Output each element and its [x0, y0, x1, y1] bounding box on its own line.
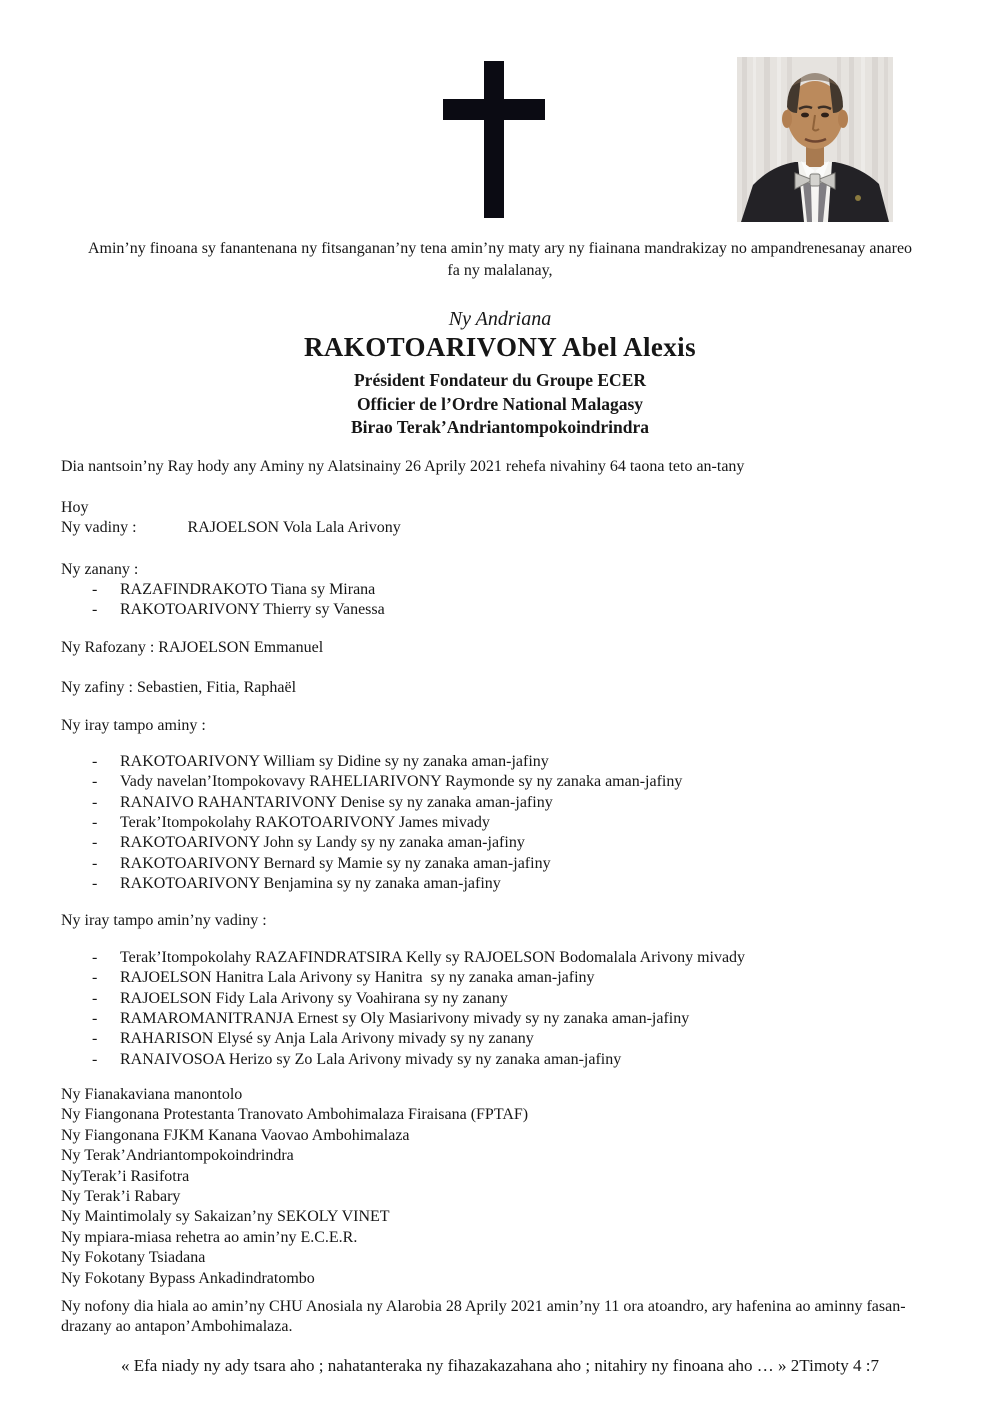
- deceased-titles: [61, 369, 939, 440]
- cross-horizontal-bar: [443, 99, 545, 120]
- group-line: NyTerak’i Rasifotra: [61, 1167, 190, 1185]
- list-item: [61, 580, 939, 600]
- bullet-dash: -: [92, 834, 98, 852]
- spouse-sibling-item: RAJOELSON Fidy Lala Arivony sy Voahirana sy ny zanany: [120, 989, 508, 1007]
- bullet-dash: -: [92, 1030, 98, 1048]
- group-line: Ny Fokotany Tsiadana: [61, 1249, 206, 1267]
- spouse-sibling-item: Terak’Itompokolahy RAZAFINDRATSIRA Kelly sy RAJOELSON Bodomalala Arivony mivady: [120, 948, 746, 966]
- list-item: [61, 1050, 939, 1070]
- siblings-list: [61, 752, 939, 895]
- list-item: [61, 772, 939, 792]
- bullet-dash: -: [92, 1010, 98, 1028]
- bullet-dash: -: [92, 581, 98, 599]
- spouse-block: [61, 498, 939, 539]
- lapel-pin: [855, 195, 861, 201]
- ear-left: [782, 110, 792, 128]
- title-line-2: Officier de l’Ordre National Malagasy: [356, 393, 644, 414]
- death-announcement: Dia nantsoin’ny Ray hody any Aminy ny Alatsinainy 26 Aprily 2021 rehefa nivahiny 64 taona teto an-tany: [61, 457, 745, 475]
- group-line: Ny Fiangonana Protestanta Tranovato Ambohimalaza Firaisana (FPTAF): [61, 1106, 529, 1124]
- spouse-siblings-label: Ny iray tampo amin’ny vadiny :: [61, 911, 267, 929]
- group-line: Ny Maintimolaly sy Sakaizan’ny SEKOLY VINET: [61, 1208, 390, 1226]
- spouse-name: RAJOELSON Vola Lala Arivony: [187, 519, 401, 537]
- burial-paragraph: Ny nofony dia hiala ao amin’ny CHU Anosiala ny Alarobia 28 Aprily 2021 amin’ny 11 ora atoandro, ary hafenina ao aminny fasan-drazany ao antapon’Ambohimalaza.: [61, 1297, 906, 1336]
- eye-right: [821, 113, 829, 118]
- bullet-dash: -: [92, 601, 98, 619]
- children-label: Ny zanany :: [61, 560, 139, 578]
- bullet-dash: -: [92, 989, 98, 1007]
- spouse-sibling-item: RANAIVOSOA Herizo sy Zo Lala Arivony mivady sy ny zanaka aman-jafiny: [120, 1050, 622, 1068]
- announcement-and-family: [61, 457, 939, 1338]
- sibling-item: RANAIVO RAHANTARIVONY Denise sy ny zanaka aman-jafiny: [120, 793, 553, 811]
- child-item: RAKOTOARIVONY Thierry sy Vanessa: [120, 601, 385, 619]
- honorific: Ny Andriana: [448, 308, 552, 330]
- scripture-quote: « Efa niady ny ady tsara aho ; nahatanteraka ny fihazakazahana aho ; nitahiry ny finoana aho … » 2Timoty 4 :7: [121, 1355, 879, 1375]
- group-line: Ny Fiangonana FJKM Kanana Vaovao Ambohimalaza: [61, 1126, 410, 1144]
- list-item: [61, 600, 939, 620]
- list-item: [61, 813, 939, 833]
- sibling-item: RAKOTOARIVONY William sy Didine sy ny zanaka aman-jafiny: [120, 752, 549, 770]
- bullet-dash: -: [92, 773, 98, 791]
- list-item: [61, 948, 939, 968]
- group-line: Ny Terak’Andriantompokoindrindra: [61, 1147, 294, 1165]
- bullet-dash: -: [92, 752, 98, 770]
- intro-text: Amin’ny finoana sy fanantenana ny fitsanganan’ny tena amin’ny maty ary ny fiainana mandrakizay no ampandrenesanay anareo fa ny malalanay,: [87, 240, 913, 279]
- portrait-illustration: [737, 57, 893, 222]
- bullet-dash: -: [92, 875, 98, 893]
- bullet-dash: -: [92, 793, 98, 811]
- hoy-text: Hoy: [61, 498, 89, 516]
- spouse-sibling-item: RAJOELSON Hanitra Lala Arivony sy Hanitra sy ny zanaka aman-jafiny: [120, 969, 595, 987]
- list-item: [61, 968, 939, 988]
- bow-tie-knot: [810, 174, 820, 186]
- group-line: Ny mpiara-miasa rehetra ao amin’ny E.C.E.R.: [61, 1228, 358, 1246]
- sibling-item: RAKOTOARIVONY Bernard sy Mamie sy ny zanaka aman-jafiny: [120, 854, 551, 872]
- title-line-1: Président Fondateur du Groupe ECER: [353, 370, 647, 390]
- list-item: [61, 874, 939, 894]
- cross-vertical-bar: [484, 61, 504, 218]
- spouse-label: Ny vadiny :: [61, 519, 137, 537]
- bullet-dash: -: [92, 948, 98, 966]
- group-line: Ny Fianakaviana manontolo: [61, 1085, 243, 1103]
- bullet-dash: -: [92, 854, 98, 872]
- sibling-item: Terak’Itompokolahy RAKOTOARIVONY James mivady: [120, 814, 490, 832]
- list-item: [61, 833, 939, 853]
- sibling-item: RAKOTOARIVONY John sy Landy sy ny zanaka aman-jafiny: [120, 834, 525, 852]
- list-item: [61, 1009, 939, 1029]
- children-block: [61, 560, 939, 621]
- group-line: Ny Fokotany Bypass Ankadindratombo: [61, 1269, 315, 1287]
- deceased-name: RAKOTOARIVONY Abel Alexis: [304, 332, 696, 362]
- community-groups-list: [61, 1085, 939, 1289]
- document-body: [0, 238, 1000, 1377]
- portrait-photo: [737, 57, 893, 222]
- eye-left: [801, 113, 809, 118]
- bullet-dash: -: [92, 814, 98, 832]
- list-item: [61, 989, 939, 1009]
- spouse-siblings-list: [61, 948, 939, 1070]
- group-line: Ny Terak’i Rabary: [61, 1187, 181, 1205]
- ear-right: [838, 110, 848, 128]
- list-item: [61, 854, 939, 874]
- sibling-item: Vady navelan’Itompokovavy RAHELIARIVONY Raymonde sy ny zanaka aman-jafiny: [120, 773, 683, 791]
- spouse-sibling-item: RAHARISON Elysé sy Anja Lala Arivony mivady sy ny zanany: [120, 1030, 534, 1048]
- spouse-line: [61, 518, 939, 538]
- title-line-3: Birao Terak’Andriantompokoindrindra: [350, 417, 650, 437]
- bullet-dash: -: [92, 969, 98, 987]
- list-item: [61, 1029, 939, 1049]
- masthead: [0, 0, 1000, 232]
- grandchildren-line: Ny zafiny : Sebastien, Fitia, Raphaël: [61, 678, 297, 696]
- sibling-item: RAKOTOARIVONY Benjamina sy ny zanaka aman-jafiny: [120, 875, 501, 893]
- list-item: [61, 793, 939, 813]
- memorial-cross-icon: [443, 61, 545, 218]
- siblings-label: Ny iray tampo aminy :: [61, 716, 206, 734]
- spouse-sibling-item: RAMAROMANITRANJA Ernest sy Oly Masiarivony mivady sy ny zanaka aman-jafiny: [120, 1010, 690, 1028]
- parents-in-law-line: Ny Rafozany : RAJOELSON Emmanuel: [61, 638, 324, 656]
- shirt-placket: [811, 185, 819, 222]
- bullet-dash: -: [92, 1050, 98, 1068]
- list-item: [61, 752, 939, 772]
- child-item: RAZAFINDRAKOTO Tiana sy Mirana: [120, 581, 376, 599]
